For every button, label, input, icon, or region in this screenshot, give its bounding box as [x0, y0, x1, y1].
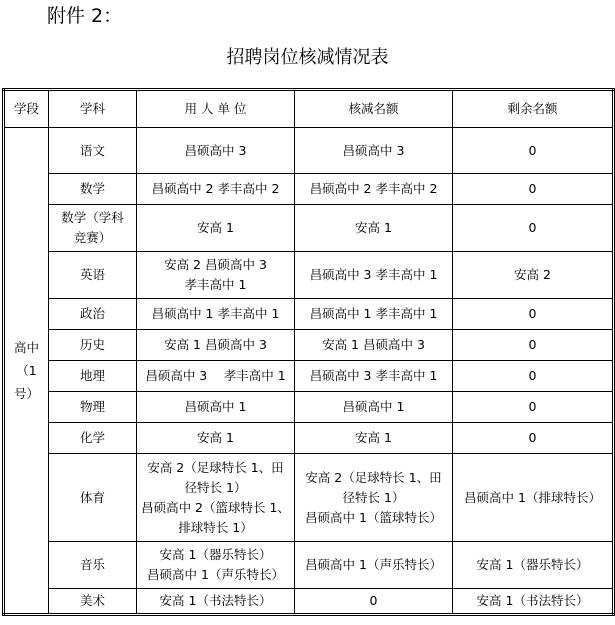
unit-cell-line: 径特长 1） — [184, 479, 247, 495]
subject-cell — [49, 392, 137, 423]
remaining-cell-line: 昌硕高中 1（排球特长） — [464, 489, 601, 505]
unit-cell-line: 安高 1 昌硕高中 3 — [164, 337, 267, 352]
stage-line: 高中 — [13, 340, 39, 355]
subject-cell — [49, 542, 137, 589]
reduced-cell — [295, 542, 453, 589]
remaining-cell — [453, 454, 614, 542]
table-title: 招聘岗位核减情况表 — [226, 47, 389, 68]
unit-cell-line: 昌硕高中 1（声乐特长） — [147, 567, 284, 582]
unit-cell — [137, 392, 295, 423]
unit-cell — [137, 454, 295, 542]
unit-cell-line: 安高 1（器乐特长） — [159, 547, 272, 562]
unit-cell-line: 昌硕高中 1 — [184, 399, 247, 414]
unit-cell-line: 安高 2（足球特长 1、田 — [147, 459, 284, 475]
reduced-cell-line: 昌硕高中 3 — [342, 142, 405, 158]
table-row — [4, 423, 614, 454]
subject-cell-line: 政治 — [79, 306, 105, 321]
remaining-cell-line: 安高 1（书法特长） — [476, 593, 589, 608]
subject-cell-line: 化学 — [79, 430, 105, 445]
subject-cell — [49, 299, 137, 330]
remaining-cell-line: 0 — [528, 399, 537, 414]
remaining-cell — [453, 423, 614, 454]
header-reduced: 核减名额 — [295, 90, 453, 128]
subject-cell — [49, 589, 137, 615]
reduced-cell — [295, 454, 453, 542]
remaining-cell — [453, 542, 614, 589]
reduced-cell — [295, 330, 453, 361]
remaining-cell-line: 0 — [528, 430, 537, 445]
reduced-cell-line: 安高 2（足球特长 1、田 — [305, 469, 442, 485]
table-row — [4, 128, 614, 174]
subject-cell-line: 英语 — [79, 267, 105, 282]
remaining-cell — [453, 330, 614, 361]
unit-cell — [137, 252, 295, 299]
reduced-cell — [295, 128, 453, 174]
stage-line: （1 — [16, 363, 37, 378]
subject-cell-line: 体育 — [79, 489, 105, 505]
remaining-cell-line: 安高 1（器乐特长） — [476, 557, 589, 572]
unit-cell — [137, 299, 295, 330]
subject-cell-line: 语文 — [79, 142, 105, 158]
unit-cell-line: 排球特长 1） — [178, 519, 253, 535]
unit-cell-line: 昌硕高中 2（篮球特长 1、 — [141, 499, 290, 515]
unit-cell — [137, 589, 295, 615]
remaining-cell — [453, 589, 614, 615]
subject-cell-line: 物理 — [79, 399, 105, 414]
reduced-cell-line: 昌硕高中 2 孝丰高中 2 — [309, 181, 438, 196]
remaining-cell — [453, 174, 614, 205]
remaining-cell-line: 0 — [528, 306, 537, 321]
remaining-cell-line: 0 — [528, 368, 537, 383]
table-row — [4, 252, 614, 299]
unit-cell — [137, 423, 295, 454]
unit-cell — [137, 361, 295, 392]
subject-cell — [49, 361, 137, 392]
subject-cell — [49, 174, 137, 205]
reduced-cell — [295, 392, 453, 423]
header-stage: 学段 — [4, 90, 49, 128]
reduced-cell — [295, 205, 453, 252]
recruitment-table — [2, 88, 615, 616]
remaining-cell — [453, 299, 614, 330]
reduced-cell — [295, 589, 453, 615]
reduced-cell-line: 安高 1 — [355, 430, 392, 445]
remaining-cell-line: 0 — [528, 142, 537, 158]
table-row — [4, 330, 614, 361]
remaining-cell — [453, 128, 614, 174]
reduced-cell-line: 昌硕高中 1（篮球特长） — [305, 509, 442, 525]
subject-cell-line: 数学 — [79, 181, 105, 196]
unit-cell-line: 安高 1（书法特长） — [159, 593, 272, 608]
remaining-cell — [453, 392, 614, 423]
stage-line: 号） — [13, 386, 39, 401]
subject-cell-line: 竞赛） — [73, 230, 112, 245]
subject-cell — [49, 205, 137, 252]
reduced-cell-line: 昌硕高中 3 孝丰高中 1 — [309, 267, 438, 282]
table-row — [4, 392, 614, 423]
table-row — [4, 542, 614, 589]
unit-cell-line: 昌硕高中 3 孝丰高中 1 — [145, 368, 286, 383]
unit-cell — [137, 205, 295, 252]
reduced-cell-line: 昌硕高中 1（声乐特长） — [305, 557, 442, 572]
subject-cell — [49, 252, 137, 299]
table-row — [4, 299, 614, 330]
reduced-cell — [295, 423, 453, 454]
subject-cell-line: 历史 — [79, 337, 105, 352]
subject-cell-line: 数学（学科 — [61, 210, 124, 225]
unit-cell — [137, 174, 295, 205]
remaining-cell-line: 安高 2 — [514, 267, 551, 282]
unit-cell-line: 昌硕高中 1 孝丰高中 1 — [151, 306, 280, 321]
table-row — [4, 454, 614, 542]
attachment-label: 附件 2： — [47, 5, 123, 27]
subject-cell-line: 美术 — [79, 593, 105, 608]
subject-cell — [49, 128, 137, 174]
subject-cell — [49, 423, 137, 454]
header-subject: 学科 — [49, 90, 137, 128]
unit-cell — [137, 330, 295, 361]
reduced-cell — [295, 252, 453, 299]
stage-cell — [4, 128, 49, 615]
remaining-cell-line: 0 — [528, 220, 537, 235]
unit-cell-line: 安高 2 昌硕高中 3 — [164, 257, 267, 272]
unit-cell-line: 孝丰高中 1 — [184, 277, 247, 292]
remaining-cell-line: 0 — [528, 337, 537, 352]
reduced-cell — [295, 299, 453, 330]
header-row — [4, 90, 614, 128]
remaining-cell-line: 0 — [528, 181, 537, 196]
reduced-cell-line: 0 — [369, 593, 378, 608]
remaining-cell — [453, 252, 614, 299]
reduced-cell-line: 昌硕高中 1 — [342, 399, 405, 414]
reduced-cell — [295, 174, 453, 205]
header-unit: 用 人 单 位 — [137, 90, 295, 128]
unit-cell — [137, 128, 295, 174]
reduced-cell-line: 径特长 1） — [342, 489, 405, 505]
table-row — [4, 205, 614, 252]
reduced-cell — [295, 361, 453, 392]
unit-cell — [137, 542, 295, 589]
table-row — [4, 174, 614, 205]
table-row — [4, 361, 614, 392]
reduced-cell-line: 昌硕高中 1 孝丰高中 1 — [309, 306, 438, 321]
unit-cell-line: 安高 1 — [197, 220, 234, 235]
remaining-cell — [453, 361, 614, 392]
subject-cell — [49, 330, 137, 361]
reduced-cell-line: 安高 1 — [355, 220, 392, 235]
remaining-cell — [453, 205, 614, 252]
unit-cell-line: 昌硕高中 3 — [184, 142, 247, 158]
subject-cell-line: 音乐 — [79, 557, 105, 572]
unit-cell-line: 昌硕高中 2 孝丰高中 2 — [151, 181, 280, 196]
reduced-cell-line: 昌硕高中 3 孝丰高中 1 — [309, 368, 438, 383]
subject-cell — [49, 454, 137, 542]
table-row — [4, 589, 614, 615]
subject-cell-line: 地理 — [79, 368, 105, 383]
header-remaining: 剩余名额 — [453, 90, 614, 128]
unit-cell-line: 安高 1 — [197, 430, 234, 445]
reduced-cell-line: 安高 1 昌硕高中 3 — [322, 337, 425, 352]
